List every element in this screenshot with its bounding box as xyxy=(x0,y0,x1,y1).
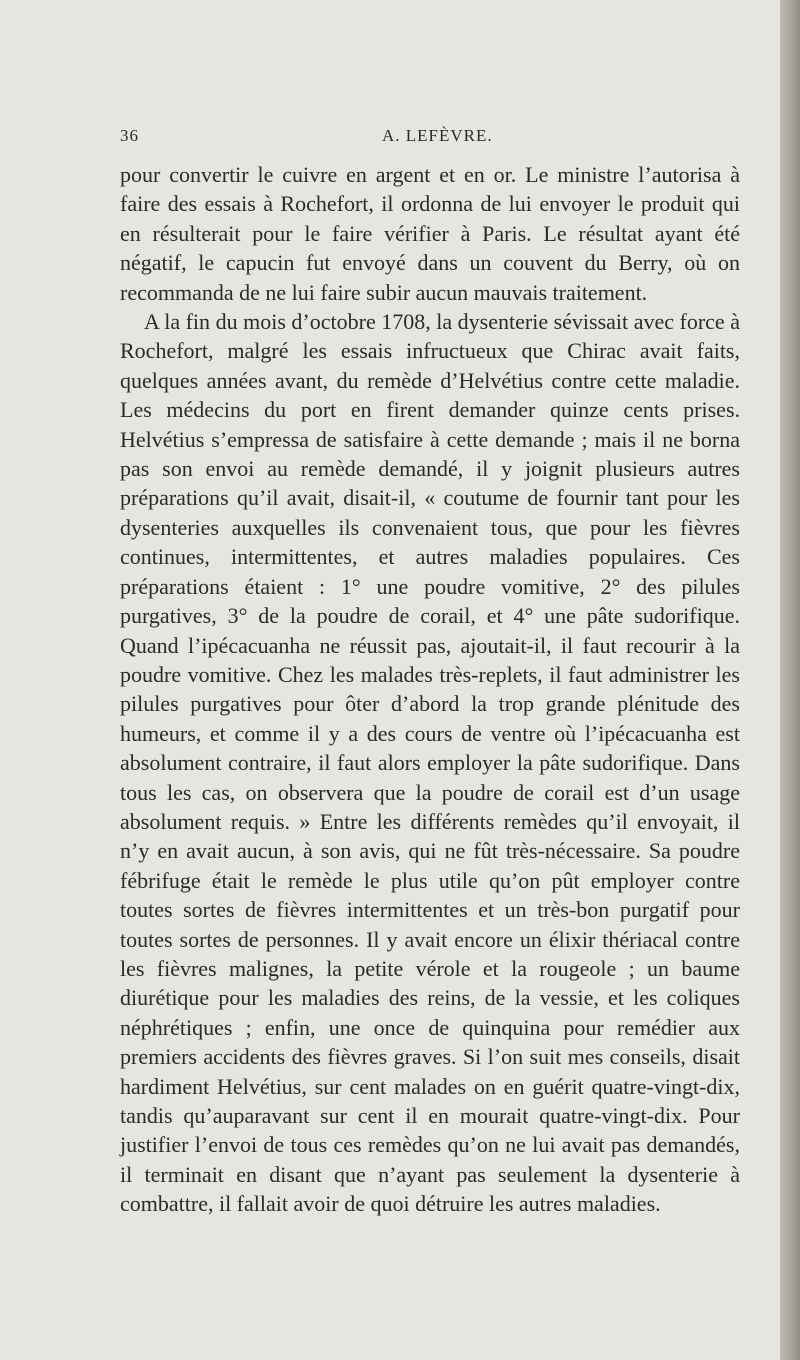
paragraph-continuation: pour convertir le cuivre en argent et en or. Le ministre l’autorisa à faire des essais à Rochefort, il ordonna de lui envoyer le produit qui en résulterait pour le faire vérifier à Paris. Le résultat ayant été négatif, le capucin fut envoyé dans un couvent du Berry, où on recommanda de ne lui faire subir aucun mauvais traitement. xyxy=(120,162,740,305)
paragraph-dysentery: A la fin du mois d’octobre 1708, la dysenterie sévissait avec force à Rochefort, malgré les essais infructueux que Chirac avait faits, quelques années avant, du remède d’Helvétius contre cette maladie. Les médecins du port en firent demander quinze cents prises. Helvétius s’empressa de satisfaire à cette demande ; mais il ne borna pas son envoi au remède demandé, il y joignit plusieurs autres préparations qu’il avait, disait-il, « coutume de fournir tant pour les dysenteries auxquelles ils convenaient tous, que pour les fièvres continues, intermittentes, et autres maladies populaires. Ces préparations étaient : 1° une poudre vomitive, 2° des pilules purgatives, 3° de la poudre de corail, et 4° une pâte sudorifique. Quand l’ipécacuanha ne réussit pas, ajoutait-il, il faut recourir à la poudre vomitive. Chez les malades très-replets, il faut administrer les pilules purgatives pour ôter d’abord la trop grande plénitude des humeurs, et comme il y a des cours de ventre où l’ipécacuanha est absolument contraire, il faut alors employer la pâte sudorifique. Dans tous les cas, on observera que la poudre de corail est d’un usage absolument requis. » Entre les différents remèdes qu’il envoyait, il n’y en avait aucun, à son avis, qui ne fût très-nécessaire. Sa poudre fébrifuge était le remède le plus utile qu’on pût employer contre toutes sortes de fièvres intermittentes et un très-bon purgatif pour toutes sortes de personnes. Il y avait encore un élixir thériacal contre les fièvres malignes, la petite vérole et la rougeole ; un baume diurétique pour les maladies des reins, de la vessie, et les coliques néphrétiques ; enfin, une once de quinquina pour remédier aux premiers accidents des fièvres graves. Si l’on suit mes conseils, disait hardiment Helvétius, sur cent malades on en guérit quatre-vingt-dix, tandis qu’auparavant sur cent il en mourait quatre-vingt-dix. Pour justifier l’envoi de tous ces remèdes qu’on ne lui avait pas demandés, il terminait en disant que n’ayant pas seulement la dysenterie à combattre, il fallait avoir de quoi détruire les autres maladies. xyxy=(120,309,740,1217)
running-title: A. LEFÈVRE. xyxy=(382,126,493,145)
body-text xyxy=(120,160,740,1219)
page-edge xyxy=(780,0,800,1360)
page-header xyxy=(120,126,740,152)
page-number: 36 xyxy=(120,126,139,145)
